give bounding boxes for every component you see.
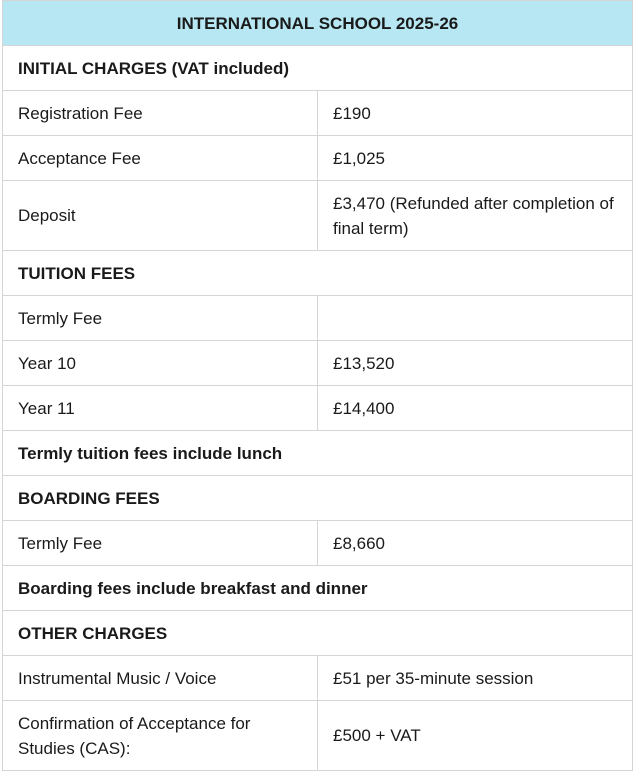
fee-label: Termly Fee [3, 521, 318, 566]
table-row [3, 341, 633, 386]
fee-value: £51 per 35-minute session [318, 656, 633, 701]
table-row [3, 386, 633, 431]
section-heading-row [3, 611, 633, 656]
table-row [3, 181, 633, 251]
fee-label: Confirmation of Acceptance for Studies (CAS): [3, 701, 318, 771]
note-row [3, 431, 633, 476]
note-row [3, 566, 633, 611]
boarding-note: Boarding fees include breakfast and dinner [3, 566, 633, 611]
fee-label: Termly Fee [3, 296, 318, 341]
table-row [3, 136, 633, 181]
fee-label: Registration Fee [3, 91, 318, 136]
fee-label: Year 11 [3, 386, 318, 431]
section-heading-row [3, 46, 633, 91]
fee-label: Instrumental Music / Voice [3, 656, 318, 701]
tuition-note: Termly tuition fees include lunch [3, 431, 633, 476]
section-heading-row [3, 251, 633, 296]
table-title-row [3, 1, 633, 46]
fee-label: Acceptance Fee [3, 136, 318, 181]
table-row [3, 296, 633, 341]
fee-value: £500 + VAT [318, 701, 633, 771]
fee-value: £14,400 [318, 386, 633, 431]
fee-label: Year 10 [3, 341, 318, 386]
fee-value [318, 296, 633, 341]
table-row [3, 656, 633, 701]
fee-value: £1,025 [318, 136, 633, 181]
section-heading-other-charges: OTHER CHARGES [3, 611, 633, 656]
fee-value: £3,470 (Refunded after completion of final term) [318, 181, 633, 251]
section-heading-initial-charges: INITIAL CHARGES (VAT included) [3, 46, 633, 91]
fee-value: £190 [318, 91, 633, 136]
table-row [3, 91, 633, 136]
fees-table [2, 0, 633, 771]
section-heading-tuition-fees: TUITION FEES [3, 251, 633, 296]
table-row [3, 701, 633, 771]
fee-value: £13,520 [318, 341, 633, 386]
fee-label: Deposit [3, 181, 318, 251]
table-row [3, 521, 633, 566]
section-heading-boarding-fees: BOARDING FEES [3, 476, 633, 521]
table-title: INTERNATIONAL SCHOOL 2025-26 [3, 1, 633, 46]
fee-value: £8,660 [318, 521, 633, 566]
section-heading-row [3, 476, 633, 521]
